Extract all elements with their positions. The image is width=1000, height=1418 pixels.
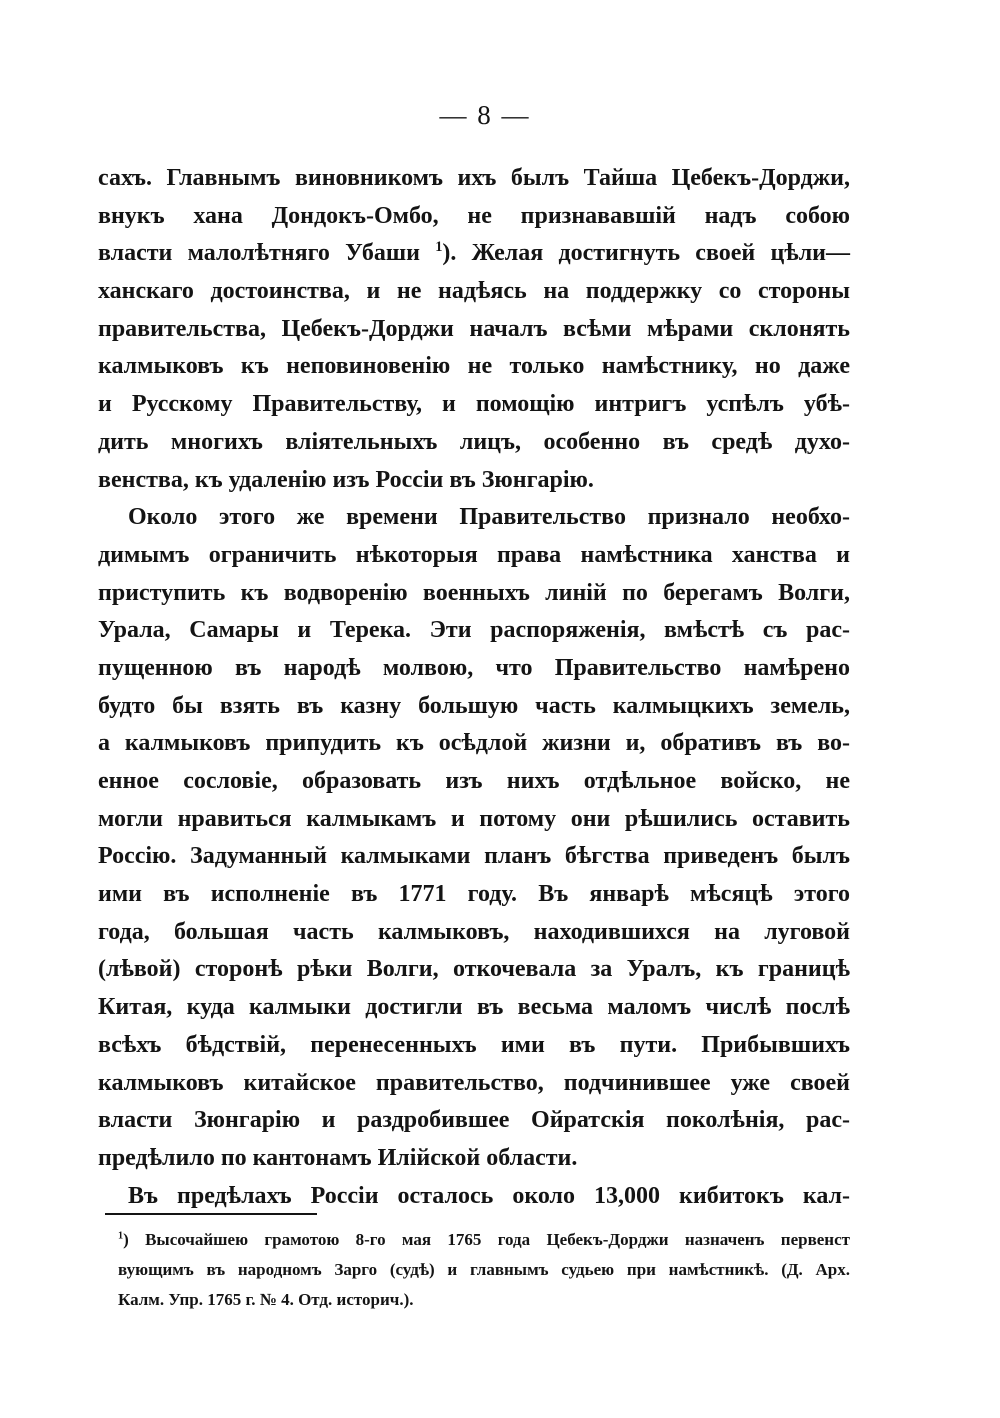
text-line-end: ). Желая достигнуть своей цѣли— [442,240,850,267]
text-line: Въ предѣлахъ Россіи осталось около 13,000 кибитокъ кал- [128,1182,850,1209]
text-line: года, большая часть калмыковъ, находившихся на луговой [98,918,850,945]
text-line: калмыковъ къ неповиновенію не только намѣстнику, но даже [98,353,850,380]
text-line: ими въ исполненіе въ 1771 году. Въ январѣ мѣсяцѣ этого [98,881,850,908]
text-line: Китая, куда калмыки достигли въ весьма маломъ числѣ послѣ [98,994,850,1021]
footnote [118,1225,850,1315]
footnote-divider [105,1213,317,1215]
text-line: (лѣвой) сторонѣ рѣки Волги, откочевала за Уралъ, къ границѣ [98,956,850,983]
text-line: пущенною въ народѣ молвою, что Правительство намѣрено [98,654,850,681]
text-line: Около этого же времени Правительство признало необхо- [128,504,850,531]
text-line: всѣхъ бѣдствій, перенесенныхъ ими въ пути. Прибывшихъ [98,1031,850,1058]
page-number: — 8 — [439,100,531,130]
footnote-line-text: ) Высочайшею грамотою 8-го мая 1765 года Цебекъ-Дорджи назначенъ первенст [123,1230,850,1249]
footnote-line [118,1225,850,1255]
text-line: енное сословіе, образовать изъ нихъ отдѣльное войско, не [98,768,850,794]
footnote-marker: 1 [118,1230,124,1242]
text-line: димымъ ограничить нѣкоторыя права намѣстника ханства и [98,541,850,568]
footnote-line: вующимъ въ народномъ Зарго (судѣ) и главнымъ судьею при намѣстникѣ. (Д. Арх. [118,1260,850,1279]
body-text [98,160,850,1215]
text-line [98,235,850,273]
footnote-reference: 1 [435,239,443,256]
text-line: и Русскому Правительству, и помощію интригъ успѣлъ убѣ- [98,391,850,418]
text-line-start: власти малолѣтняго Убаши [98,240,420,267]
text-line: правительства, Цебекъ-Дорджи началъ всѣми мѣрами склонять [98,315,850,342]
text-line: власти Зюнгарію и раздробившее Ойратскія поколѣнія, рас- [98,1107,850,1134]
text-line: калмыковъ китайское правительство, подчинившее уже своей [98,1069,850,1096]
footnote-line: Калм. Упр. 1765 г. № 4. Отд. историч.). [118,1290,414,1309]
text-line: Россію. Задуманный калмыками планъ бѣгства приведенъ былъ [98,843,850,870]
text-line: а калмыковъ припудить къ осѣдлой жизни и, обративъ въ во- [98,730,850,757]
text-line: будто бы взять въ казну большую часть калмыцкихъ земель, [98,692,850,719]
text-line: дить многихъ вліятельныхъ лицъ, особенно въ средѣ духо- [98,428,850,455]
text-line: приступить къ водворенію военныхъ линій по берегамъ Волги, [98,579,850,606]
text-line: Урала, Самары и Терека. Эти распоряженія, вмѣстѣ съ рас- [98,617,850,644]
text-line: сахъ. Главнымъ виновникомъ ихъ былъ Тайша Цебекъ-Дорджи, [98,165,850,191]
text-line: могли нравиться калмыкамъ и потому они рѣшились оставить [98,805,850,832]
text-line: предѣлило по кантонамъ Илійской области. [98,1144,578,1171]
text-line: ханскаго достоинства, и не надѣясь на поддержку со стороны [98,278,850,305]
text-line: венства, къ удаленію изъ Россіи въ Зюнгарію. [98,466,594,493]
text-line: внукъ хана Дондокъ-Омбо, не признававшій надъ собою [98,202,850,229]
